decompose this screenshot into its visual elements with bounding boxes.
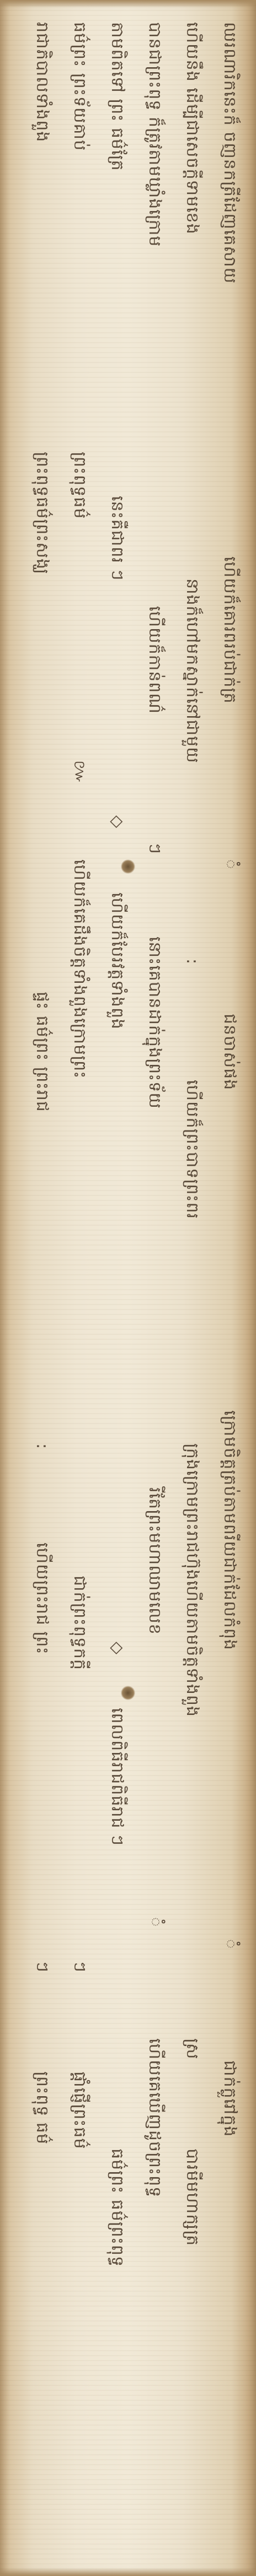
text-segment: នេះគឺជាពរ ៗ: [108, 496, 127, 581]
text-segment: ផ្តាំផ្ញើព្រះធម៌: [70, 2071, 89, 2150]
punctuation-mark: ៗ: [33, 1961, 52, 1972]
text-segment: ហើយក៏បែរវត្តទាំងពួង: [108, 892, 127, 1030]
manuscript-line: [175, 0, 207, 2576]
manuscript-line: [100, 0, 132, 2576]
manuscript-line: [138, 0, 170, 2576]
manuscript-line: [25, 0, 57, 2576]
text-segment: រាជាភិបាលទាំងពួង: [33, 22, 52, 143]
text-segment: ធម៌ព្រះ ធម៌ព្រះពុទ្ធ: [108, 2149, 127, 2267]
text-segment: ក្រោមចិត្តត្រប់តាមពរីយជាក់ដែលកំពុង: [220, 1410, 239, 1650]
text-segment: ហើយក៏កាន់ពណ៌: [145, 606, 164, 714]
text-segment: បារមីមហាក្សត្រ: [183, 2149, 202, 2247]
text-segment: ផ្ទះ ធម៌ព្រះ ព្រះរាជ: [33, 992, 52, 1112]
text-segment: ពេលពិធីរាជពិធីរាជ ៗ: [108, 1708, 127, 1846]
text-segment: ក្រុងក្រោមព្រះរាជហ៊ុងហើយតាមចិត្តទាំងពួង: [183, 1443, 202, 1717]
text-segment: រីតែព្រះមហាឈាមលេខ: [145, 1487, 164, 1635]
punctuation-mark: ំ: [220, 1939, 239, 1949]
punctuation-mark: :: [183, 959, 202, 965]
text-segment: ធម៌ព្រះ ព្រះទ័យគាប់: [70, 22, 89, 151]
ornament-diamond: ◇: [108, 1642, 127, 1655]
ornament-diamond: ◇: [108, 815, 127, 829]
text-segment: ហើយគេឃើញដូចព្រះពុទ្ធ: [145, 2038, 164, 2198]
text-segment: ជនចាស់ផង: [220, 1014, 239, 1091]
text-segment: បានជាព្រះពុទ្ធ ក៏ត្រូវតាមឃ្លាំងក្រោម: [145, 22, 164, 247]
text-segment: ហើយព្រះរាជ ព្រះ: [33, 1543, 52, 1655]
text-segment: ហើយក៏ព្រះបាទព្រះពរ: [183, 1080, 202, 1220]
text-segment: ហើយនឹង ដើម្បីជាសេចក្តីទាមខេង: [183, 22, 202, 235]
punctuation-mark: ំ: [220, 859, 239, 869]
text-segment: ហើយក៏គោរពរប់ជាក់ត្រ: [220, 556, 239, 704]
text-segment: ហើយក៏គេដឹងចិត្តទាំងពួងក្រោមព្រះ: [70, 859, 89, 1079]
text-segment: តាមពិតទៅ ព្រះ ធម៌ត្រែ: [108, 22, 127, 171]
text-segment: ឈរណារិកនេះក៏ ចញនកត្រីដែញគេសាយ: [220, 22, 239, 284]
text-segment: ជាក់ក្លួរៅក្នុង: [220, 2060, 239, 2137]
punctuation-mark: ៗ: [70, 1961, 89, 1972]
text-segment: ព្រះពុទ្ធ ធម៌: [33, 2071, 52, 2145]
manuscript-line: [63, 0, 95, 2576]
text-segment: ព្រះពុទ្ធធម៌ព្រះសង្ឃ: [33, 452, 52, 575]
manuscript-line: [213, 0, 245, 2576]
punctuation-mark: ស្រ: [183, 2038, 202, 2059]
text-segment: ព្រះពុទ្ធធម៌: [70, 452, 89, 519]
punctuation-mark: ៚: [70, 760, 89, 784]
text-segment: ជាក់ព្រះពុទ្ធកក្តី: [70, 1576, 89, 1670]
text-segment: នោះគេបានដាក់ក្នុងព្រះទ័យ: [145, 937, 164, 1109]
punctuation-mark: :: [33, 1443, 52, 1449]
punctuation-mark: ៗ: [145, 843, 164, 854]
punctuation-mark: ំ: [145, 1917, 164, 1927]
text-segment: នាងក៏ហៅមកស្នាក់នៅជាមួយ: [183, 578, 202, 764]
